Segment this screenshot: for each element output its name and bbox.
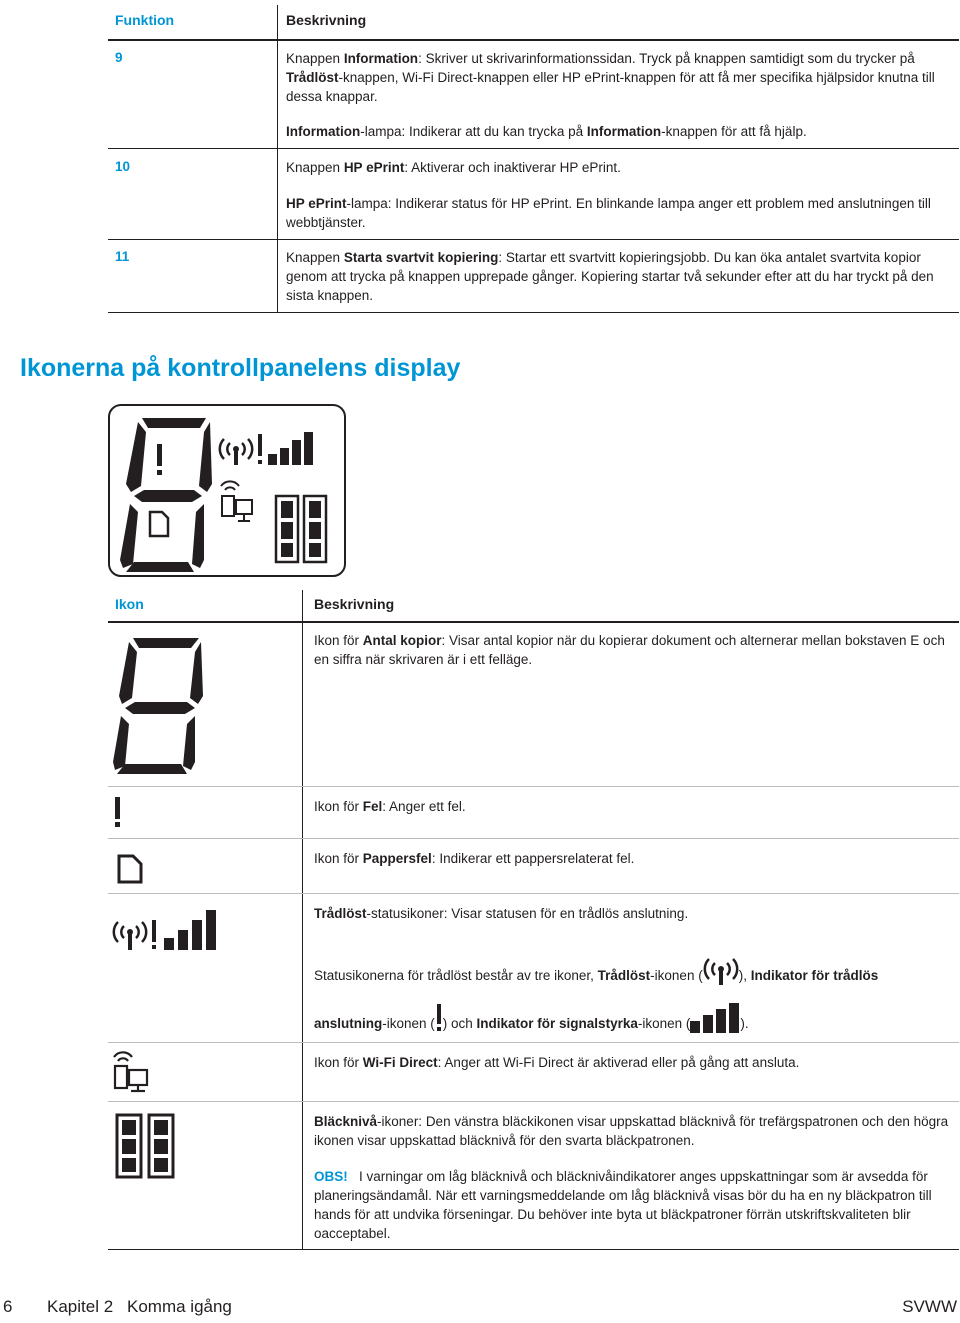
table-header-funktion: Funktion bbox=[115, 12, 175, 28]
error-desc: Ikon för Fel: Anger ett fel. bbox=[314, 799, 466, 814]
table-bottom-rule bbox=[108, 312, 959, 313]
paper-icon bbox=[117, 854, 143, 884]
wireless-status-icons bbox=[112, 908, 228, 954]
row-divider bbox=[108, 239, 959, 240]
row-11-desc-1: Knappen Starta svartvit kopiering: Startar ett svartvitt kopieringsjobb. Du kan öka antalet svartvita kopior genom att trycka på knappen upprepade gånger. Kopiering startar två sekunder efter att du har tryckt på den sista knappen. bbox=[286, 250, 934, 303]
wireless-desc: Trådlöst-statusikoner: Visar statusen för en trådlös anslutning. bbox=[314, 906, 689, 921]
wifi-direct-desc: Ikon för Wi-Fi Direct: Anger att Wi-Fi Direct är aktiverad eller på gång att ansluta. bbox=[314, 1055, 800, 1070]
table-header-beskrivning: Beskrivning bbox=[314, 596, 395, 612]
error-icon bbox=[114, 797, 122, 829]
paper-error-desc: Ikon för Pappersfel: Indikerar ett pappersrelaterat fel. bbox=[314, 851, 635, 866]
note-label: OBS! bbox=[314, 1169, 348, 1184]
row-9-desc-2: Information-lampa: Indikerar att du kan trycka på Information-knappen för att få hjälp. bbox=[286, 124, 807, 139]
table-header-ikon: Ikon bbox=[115, 596, 144, 612]
row-divider bbox=[108, 1042, 959, 1043]
doc-code: SVWW bbox=[902, 1297, 957, 1316]
copies-desc: Ikon för Antal kopior: Visar antal kopior när du kopierar dokument och alternerar mellan bokstaven E och en siffra när skrivaren är i ett felläge. bbox=[314, 633, 945, 667]
section-title: Ikonerna på kontrollpanelens display bbox=[20, 354, 461, 382]
page-number: 6 bbox=[3, 1297, 13, 1316]
row-10-desc-1: Knappen HP ePrint: Aktiverar och inaktiverar HP ePrint. bbox=[286, 160, 621, 175]
wireless-icon bbox=[703, 953, 739, 985]
column-divider bbox=[277, 5, 278, 313]
row-number: 11 bbox=[115, 249, 130, 264]
chapter-label: Kapitel 2 bbox=[47, 1297, 114, 1316]
wireless-detail: Statusikonerna för trådlöst består av tre ikoner, Trådlöst-ikonen ( ), Indikator för trådlös anslutning-ikonen ( ) och Indikator för signalstyrka-ikonen ( ). bbox=[314, 952, 954, 1048]
row-number: 9 bbox=[115, 50, 123, 65]
table-header-rule bbox=[108, 39, 959, 41]
ink-level-icon bbox=[115, 1113, 177, 1179]
row-divider bbox=[108, 893, 959, 894]
row-divider bbox=[108, 786, 959, 787]
signal-strength-icon bbox=[690, 1003, 740, 1033]
row-number: 10 bbox=[115, 159, 131, 174]
copies-count-icon bbox=[113, 636, 203, 776]
table-bottom-rule bbox=[108, 1249, 959, 1250]
chapter-title: Komma igång bbox=[127, 1297, 232, 1316]
row-divider bbox=[108, 838, 959, 839]
row-divider bbox=[108, 1101, 959, 1102]
table-header-beskrivning: Beskrivning bbox=[286, 12, 367, 28]
control-panel-display-illustration bbox=[108, 404, 346, 577]
ink-level-desc: Bläcknivå-ikoner: Den vänstra bläckikonen visar uppskattad bläcknivå för trefärgspatronen och den högra ikonen visar uppskattad bläcknivå för den svarta bläckpatronen. bbox=[314, 1114, 949, 1148]
row-10-desc-2: HP ePrint-lampa: Indikerar status för HP ePrint. En blinkande lampa anger ett problem med anslutningen till webbtjänster. bbox=[286, 196, 931, 230]
note: OBS! I varningar om låg bläcknivå och bläcknivåindikatorer anges uppskattningar som är avsedda för planeringsändamål. När ett varningsmeddelande om låg bläcknivå visas bör du ha en ny bläckpatron till hands för att undvika förseningar. Du behöver inte byta ut bläckpatroner förrän utskriftskvaliteten blir oacceptabel. bbox=[314, 1169, 932, 1241]
row-divider bbox=[108, 148, 959, 149]
wireless-indicator-icon bbox=[435, 1004, 443, 1032]
row-9-desc-1: Knappen Information: Skriver ut skrivarinformationssidan. Tryck på knappen samtidigt som du trycker på Trådlöst-knappen, Wi-Fi Direct-knappen eller HP ePrint-knappen för att få mer specifika hjälpsidor knutna till dessa knappar. bbox=[286, 51, 935, 104]
table-header-rule bbox=[108, 621, 959, 623]
error-icon bbox=[157, 444, 162, 466]
column-divider bbox=[302, 590, 303, 1250]
wifi-direct-icon bbox=[113, 1053, 153, 1093]
